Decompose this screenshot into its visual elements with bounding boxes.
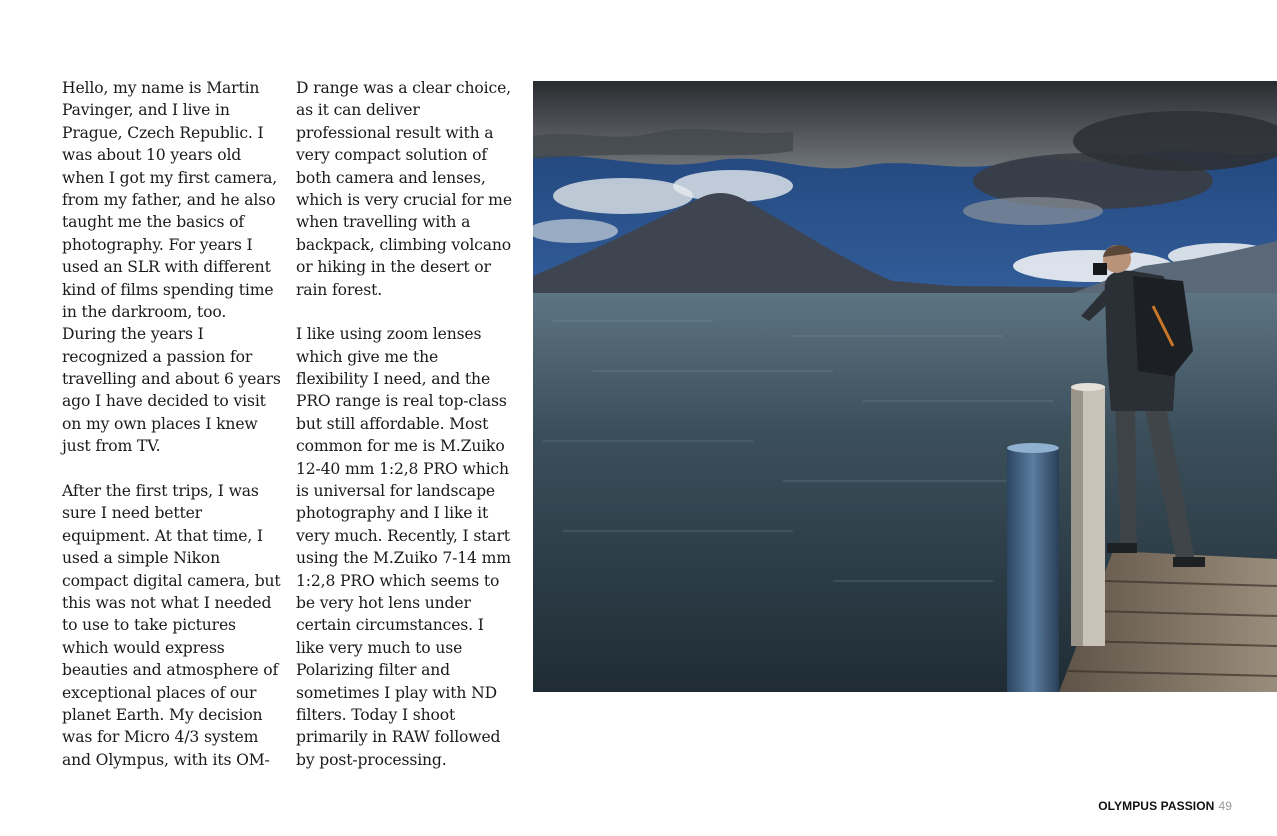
text-line: as it can deliver <box>296 101 420 120</box>
text-line: be very hot lens under <box>296 593 471 612</box>
text-line: beauties and atmosphere of <box>62 661 279 680</box>
text-line: compact digital camera, but <box>62 571 281 590</box>
text-line: filters. Today I shoot <box>296 705 456 724</box>
text-line: Polarizing filter and <box>296 661 450 680</box>
text-line: in the darkroom, too. <box>62 302 227 321</box>
text-line: 12-40 mm 1:2,8 PRO which <box>296 459 509 478</box>
magazine-name: OLYMPUS PASSION <box>1098 799 1215 813</box>
text-line: kind of films spending time <box>62 280 274 299</box>
text-line: sure I need better <box>62 504 202 523</box>
text-line: Pavinger, and I live in <box>62 101 230 120</box>
text-line: this was not what I needed <box>62 593 272 612</box>
photo-photographer-lake-volcano <box>533 81 1277 692</box>
text-line: primarily in RAW followed <box>296 728 501 747</box>
text-line: common for me is M.Zuiko <box>296 437 505 456</box>
text-line: used a simple Nikon <box>62 549 221 568</box>
text-line: sometimes I play with ND <box>296 683 497 702</box>
text-line: flexibility I need, and the <box>296 370 491 389</box>
text-line: to use to take pictures <box>62 616 236 635</box>
text-line: planet Earth. My decision <box>62 705 263 724</box>
text-line: 1:2,8 PRO which seems to <box>296 571 500 590</box>
text-line: photography. For years I <box>62 235 253 254</box>
text-line: and Olympus, with its OM- <box>62 750 270 769</box>
text-line: or hiking in the desert or <box>296 258 491 277</box>
text-line: by post-processing. <box>296 750 447 769</box>
text-line: both camera and lenses, <box>296 168 486 187</box>
text-line: photography and I like it <box>296 504 489 523</box>
text-line: from my father, and he also <box>62 190 276 209</box>
text-line: equipment. At that time, I <box>62 526 263 545</box>
text-line: which is very crucial for me <box>296 190 512 209</box>
text-line: After the first trips, I was <box>62 482 259 501</box>
text-line: but still affordable. Most <box>296 414 489 433</box>
page-number: 49 <box>1218 799 1232 813</box>
text-line: certain circumstances. I <box>296 616 484 635</box>
text-line: very much. Recently, I start <box>296 526 510 545</box>
text-line: very compact solution of <box>296 146 488 165</box>
text-line: using the M.Zuiko 7-14 mm <box>296 549 511 568</box>
text-line: like very much to use <box>296 638 463 657</box>
text-line: rain forest. <box>296 280 383 299</box>
text-line: when travelling with a <box>296 213 471 232</box>
text-line: travelling and about 6 years <box>62 370 281 389</box>
paragraph-gap <box>296 301 518 323</box>
text-line: when I got my first camera, <box>62 168 278 187</box>
text-line: D range was a clear choice, <box>296 79 511 97</box>
text-line: backpack, climbing volcano <box>296 235 512 254</box>
text-line: which give me the <box>296 347 439 366</box>
text-line: During the years I <box>62 325 204 344</box>
text-line: professional result with a <box>296 123 494 142</box>
text-line: ago I have decided to visit <box>62 392 266 411</box>
text-line: exceptional places of our <box>62 683 257 702</box>
text-line: taught me the basics of <box>62 213 244 232</box>
text-line: which would express <box>62 638 225 657</box>
text-line: was for Micro 4/3 system <box>62 728 259 747</box>
text-line: recognized a passion for <box>62 347 253 366</box>
text-line: just from TV. <box>62 437 161 456</box>
paragraph-gap <box>62 458 284 480</box>
text-line: was about 10 years old <box>62 146 242 165</box>
text-line: Hello, my name is Martin <box>62 79 260 97</box>
article-column-1 <box>62 77 284 771</box>
text-line: used an SLR with different <box>62 258 271 277</box>
text-line: I like using zoom lenses <box>296 325 482 344</box>
text-line: Prague, Czech Republic. I <box>62 123 264 142</box>
text-line: is universal for landscape <box>296 482 495 501</box>
page-footer <box>1098 799 1232 813</box>
text-line: on my own places I knew <box>62 414 258 433</box>
article-column-2 <box>296 77 518 771</box>
text-line: PRO range is real top-class <box>296 392 507 411</box>
